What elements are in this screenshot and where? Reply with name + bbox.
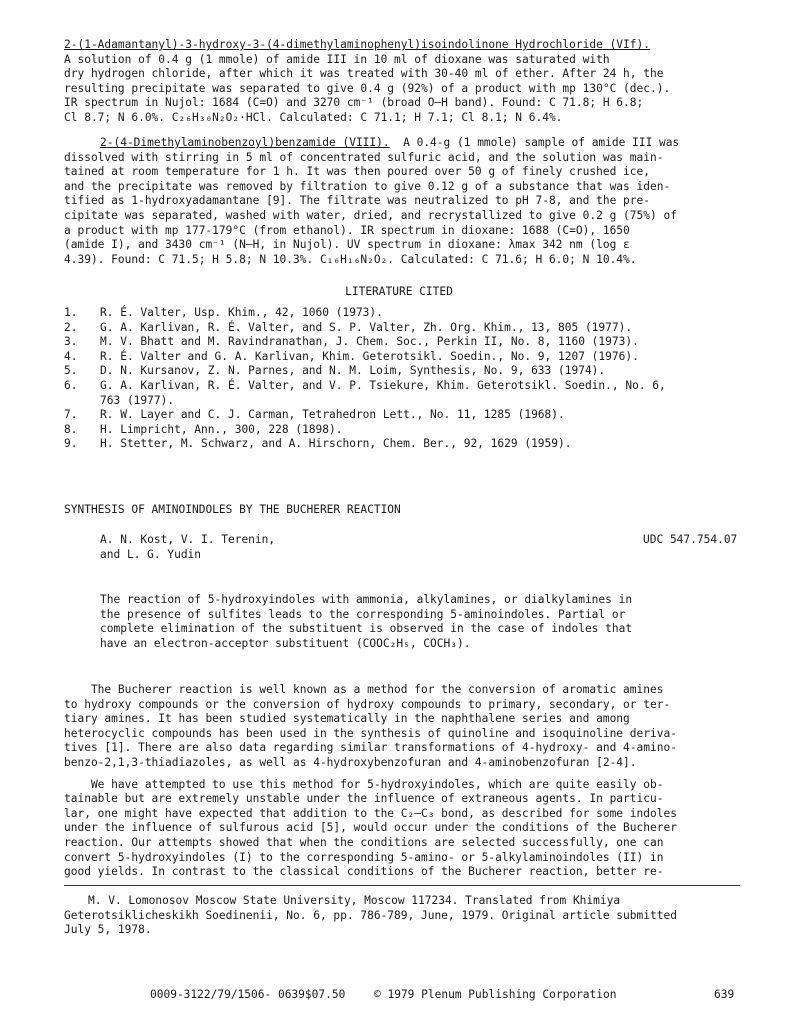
line: resulting precipitate was separated to give 0.4 g (92%) of a product with mp 130°C (dec.). xyxy=(64,81,671,95)
line: cipitate was separated, washed with water, dried, and recrystallized to give 0.2 g (75%) of xyxy=(64,208,677,222)
reference-item: 7. R. W. Layer and C. J. Carman, Tetrahedron Lett., No. 11, 1285 (1968). xyxy=(64,408,565,422)
abstract-line: The reaction of 5-hydroxyindoles with ammonia, alkylamines, or dialkylamines in xyxy=(100,593,633,606)
body-line: tives [1]. There are also data regarding similar transformations of 4-hydroxy- and 4-amino- xyxy=(64,741,677,755)
footnote-divider xyxy=(64,885,740,886)
body-line: The Bucherer reaction is well known as a method for the conversion of aromatic amines xyxy=(64,683,664,696)
reference-item: 5. D. N. Kursanov, Z. N. Parnes, and N. M. Loim, Synthesis, No. 9, 633 (1974). xyxy=(64,364,606,378)
footnote xyxy=(64,894,738,938)
reference-list xyxy=(64,306,734,452)
authors-line: and L. G. Yudin xyxy=(100,547,202,561)
copyright-notice: © 1979 Plenum Publishing Corporation xyxy=(374,988,617,1001)
authors-line: A. N. Kost, V. I. Terenin, xyxy=(100,533,276,546)
line: and the precipitate was removed by filtration to give 0.12 g of a substance that was iden- xyxy=(64,179,671,193)
line: a product with mp 177-179°C (from ethanol). IR spectrum in dioxane: 1688 (C=O), 1650 xyxy=(64,223,630,237)
compound-title-viii: 2-(4-Dimethylaminobenzoyl)benzamide (VIII). xyxy=(100,136,390,149)
body-line: convert 5-hydroxyindoles (I) to the corresponding 5-amino- or 5-alkylaminoindoles (II) in xyxy=(64,850,664,864)
compound-title-vif: 2-(1-Adamantanyl)-3-hydroxy-3-(4-dimethylaminophenyl)isoindolinone Hydrochloride (VIf). xyxy=(64,38,650,51)
line: dry hydrogen chloride, after which it was treated with 30-40 ml of ether. After 24 h, the xyxy=(64,67,664,81)
line: tained at room temperature for 1 h. It was then poured over 50 g of finely crushed ice, xyxy=(64,165,650,179)
line: A 0.4-g (1 mmole) sample of amide III was xyxy=(403,136,680,149)
article-title: SYNTHESIS OF AMINOINDOLES BY THE BUCHERER REACTION xyxy=(64,503,401,516)
body-line: to hydroxy compounds or the conversion of hydroxy compounds to primary, secondary, or ter- xyxy=(64,697,671,711)
line: A solution of 0.4 g (1 mmole) of amide III in 10 ml of dioxane was saturated with xyxy=(64,52,610,66)
line: (amide I), and 3430 cm⁻¹ (N–H, in Nujol). UV spectrum in dioxane: λmax 342 nm (log ε xyxy=(64,238,630,252)
line: tified as 1-hydroxyadamantane [9]. The filtrate was neutralized to pH 7-8, and the pre- xyxy=(64,194,650,208)
body-line: tiary amines. It has been studied systematically in the naphthalene series and among xyxy=(64,712,630,726)
body-line: heterocyclic compounds has been used in the synthesis of quinoline and isoquinoline deriva- xyxy=(64,726,677,740)
author-list xyxy=(100,533,275,562)
body-line: under the influence of sulfurous acid [5], would occur under the conditions of the Bucherer xyxy=(64,821,677,835)
reference-item: 4. R. É. Valter and G. A. Karlivan, Khim. Geterotsikl. Soedin., No. 9, 1207 (1976). xyxy=(64,349,639,363)
abstract-line: complete elimination of the substituent is observed in the case of indoles that xyxy=(100,622,633,636)
abstract xyxy=(100,593,690,651)
body-line: benzo-2,1,3-thiadiazoles, as well as 4-hydroxybenzofuran and 4-aminobenzofuran [2-4]. xyxy=(64,755,637,769)
reference-item: 6. G. A. Karlivan, R. É. Valter, and V. P. Tsiekure, Khim. Geterotsikl. Soedin., No. 6, xyxy=(64,378,666,392)
paragraph-vif xyxy=(64,38,734,126)
reference-item: 9. H. Stetter, M. Schwarz, and A. Hirschorn, Chem. Ber., 92, 1629 (1959). xyxy=(64,437,572,451)
line: 4.39). Found: C 71.5; H 5.8; N 10.3%. C₁₆H₁₆N₂O₂. Calculated: C 71.6; H 6.0; N 10.4%. xyxy=(64,252,637,266)
article-body xyxy=(64,683,734,880)
reference-item-continued: 763 (1977). xyxy=(100,393,175,407)
body-line: tainable but are extremely unstable under the influence of extraneous agents. In particu- xyxy=(64,792,664,806)
abstract-line: the presence of sulfites leads to the corresponding 5-aminoindoles. Partial or xyxy=(100,607,626,621)
paragraph-viii xyxy=(64,136,734,267)
reference-item: 3. M. V. Bhatt and M. Ravindranathan, J. Chem. Soc., Perkin II, No. 8, 1160 (1973). xyxy=(64,335,639,349)
line: dissolved with stirring in 5 ml of concentrated sulfuric acid, and the solution was main- xyxy=(64,150,664,164)
reference-item: 2. G. A. Karlivan, R. É. Valter, and S. P. Valter, Zh. Org. Khim., 13, 805 (1977). xyxy=(64,320,633,334)
body-line: good yields. In contrast to the classical conditions of the Bucherer reaction, better re- xyxy=(64,865,664,879)
reference-item: 1. R. É. Valter, Usp. Khim., 42, 1060 (1973). xyxy=(64,306,383,319)
body-line: We have attempted to use this method for 5-hydroxyindoles, which are quite easily ob- xyxy=(64,777,664,791)
line: IR spectrum in Nujol: 1684 (C=O) and 3270 cm⁻¹ (broad O–H band). Found: C 71.8; H 6.8; xyxy=(64,96,644,110)
page-number: 639 xyxy=(714,988,735,1001)
line: Cl 8.7; N 6.0%. C₂₆H₃₀N₂O₂·HCl. Calculated: C 71.1; H 7.1; Cl 8.1; N 6.4%. xyxy=(64,110,563,124)
body-line: reaction. Our attempts showed that when the conditions are selected successfully, one can xyxy=(64,835,664,849)
footnote-line: Geterotsiklicheskikh Soedinenii, No. 6, pp. 786-789, June, 1979. Original article submitted xyxy=(64,908,677,922)
reference-item: 8. H. Limpricht, Ann., 300, 228 (1898). xyxy=(64,422,343,436)
publication-code: 0009-3122/79/1506- 0639$07.50 xyxy=(150,988,346,1001)
footnote-line: M. V. Lomonosov Moscow State University, Moscow 117234. Translated from Khimiya xyxy=(88,894,621,907)
body-line: lar, one might have expected that addition to the C₂–C₃ bond, as described for some indoles xyxy=(64,806,677,820)
abstract-line: have an electron-acceptor substituent (COOC₂H₅, COCH₃). xyxy=(100,636,471,650)
udc-code: UDC 547.754.07 xyxy=(643,533,738,546)
footnote-line: July 5, 1978. xyxy=(64,923,152,937)
literature-heading: LITERATURE CITED xyxy=(345,285,453,298)
